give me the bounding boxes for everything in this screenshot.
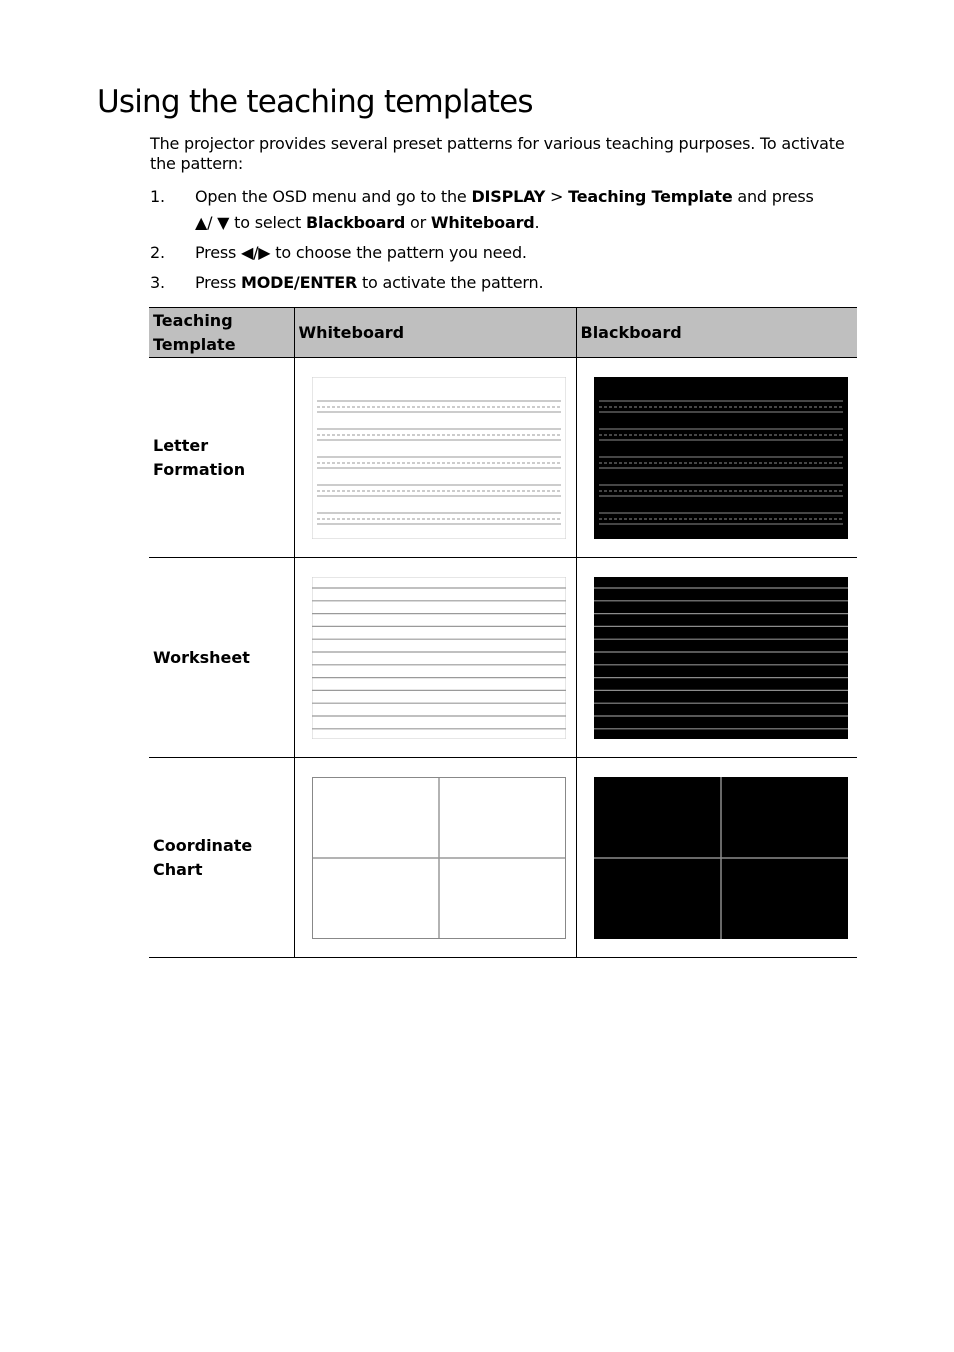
- bold-term: DISPLAY: [471, 187, 546, 206]
- text-run: Open the OSD menu and go to the: [195, 187, 472, 206]
- whiteboard-coordinate-chart-preview: [312, 777, 566, 939]
- step-number: 1.: [150, 187, 165, 206]
- blackboard-cell: [576, 358, 857, 558]
- row-label-worksheet: Worksheet: [149, 558, 294, 758]
- step-number: 3.: [150, 273, 165, 292]
- text-run: to activate the pattern.: [357, 273, 544, 292]
- intro-paragraph: The projector provides several preset patterns for various teaching purposes. To activate the pattern:: [150, 134, 845, 173]
- step-item: [150, 240, 862, 266]
- header-whiteboard: Whiteboard: [294, 308, 576, 358]
- table-row: [149, 758, 857, 958]
- text-run: or: [405, 213, 431, 232]
- step-item: [150, 270, 862, 296]
- text-run: >: [545, 187, 569, 206]
- whiteboard-letter-formation-preview: [312, 377, 566, 539]
- step-1-line-2: [195, 210, 862, 236]
- instruction-steps: [150, 184, 862, 300]
- text-run: Press ◀/▶ to choose the pattern you need.: [195, 243, 527, 262]
- blackboard-letter-formation-preview: [594, 377, 848, 539]
- bold-term: MODE/ENTER: [241, 273, 358, 292]
- text-run: .: [534, 213, 540, 232]
- header-blackboard: Blackboard: [576, 308, 857, 358]
- step-item: [150, 184, 862, 236]
- text-run: and press: [732, 187, 814, 206]
- table-row: [149, 358, 857, 558]
- blackboard-worksheet-preview: [594, 577, 848, 739]
- table-row: [149, 558, 857, 758]
- row-label-letter-formation: Letter Formation: [149, 358, 294, 558]
- table-header-row: [149, 308, 857, 358]
- bold-term: Teaching Template: [568, 187, 733, 206]
- step-3-line-1: [195, 270, 862, 296]
- bold-term: Blackboard: [305, 213, 406, 232]
- text-run: ▲/ ▼ to select: [195, 213, 306, 232]
- row-label-coordinate-chart: Coordinate Chart: [149, 758, 294, 958]
- step-number: 2.: [150, 243, 165, 262]
- whiteboard-worksheet-preview: [312, 577, 566, 739]
- blackboard-cell: [576, 558, 857, 758]
- whiteboard-cell: [294, 358, 576, 558]
- step-2-line-1: [195, 240, 862, 266]
- header-teaching-template: Teaching Template: [149, 308, 294, 358]
- whiteboard-cell: [294, 558, 576, 758]
- page-title: Using the teaching templates: [97, 84, 533, 120]
- blackboard-coordinate-chart-preview: [594, 777, 848, 939]
- blackboard-cell: [576, 758, 857, 958]
- step-1-line-1: [195, 184, 862, 210]
- bold-term: Whiteboard: [430, 213, 535, 232]
- whiteboard-cell: [294, 758, 576, 958]
- teaching-template-table: [149, 307, 857, 958]
- text-run: Press: [195, 273, 241, 292]
